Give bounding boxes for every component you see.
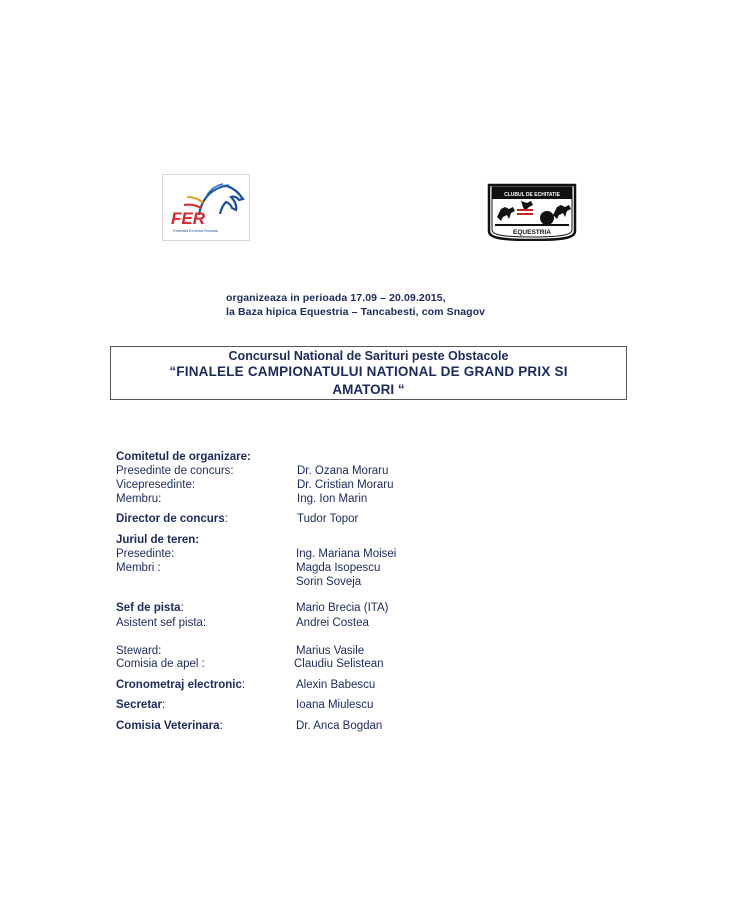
member-label: Membru: — [116, 493, 162, 505]
jury-members-label: Membri : — [116, 562, 161, 574]
director-label: Director de concurs — [116, 513, 225, 525]
equestria-top-text: CLUBUL DE ECHITATIE — [504, 192, 560, 198]
course-designer-value: Mario Brecia (ITA) — [296, 602, 389, 614]
timing-sep: : — [241, 679, 246, 691]
secretary-label: Secretar — [116, 699, 163, 711]
secretary-value: Ioana Miulescu — [296, 699, 374, 711]
fer-logo-subtext: Federatia Ecvestra Romana — [173, 229, 218, 233]
member-value: Ing. Ion Marin — [297, 493, 368, 505]
equestria-logo — [487, 179, 577, 241]
vice-president-label: Vicepresedinte: — [116, 479, 196, 491]
fer-logo — [162, 174, 250, 241]
course-designer-sep: : — [180, 602, 184, 614]
president-value: Dr. Ozana Moraru — [297, 465, 389, 477]
committee-heading: Comitetul de organizare: — [116, 451, 251, 463]
vet-value: Dr. Anca Bogdan — [296, 720, 383, 732]
vet-label: Comisia Veterinara — [116, 720, 220, 732]
vice-president-value: Dr. Cristian Moraru — [297, 479, 394, 491]
fer-logo-text: FER — [171, 209, 205, 228]
secretary-sep: : — [162, 699, 166, 711]
title-line-1: Concursul National de Sarituri peste Obstacole — [228, 349, 509, 363]
intro-location: la Baza hipica Equestria – Tancabesti, com Snagov — [226, 306, 486, 318]
course-assistant-label: Asistent sef pista: — [116, 617, 207, 629]
jury-member-1: Magda Isopescu — [296, 562, 381, 574]
vet-sep: : — [219, 720, 223, 732]
course-designer-label: Sef de pista — [116, 602, 181, 614]
jury-president-label: Presedinte: — [116, 548, 175, 560]
equestria-bottom-text: EQUESTRIA — [513, 229, 551, 236]
appeal-label: Comisia de apel : — [116, 658, 205, 670]
president-label: Presedinte de concurs: — [116, 465, 234, 477]
jury-president-value: Ing. Mariana Moisei — [296, 548, 397, 560]
title-line-3: AMATORI “ — [332, 382, 405, 397]
director-sep: : — [224, 513, 228, 525]
title-line-2: “FINALELE CAMPIONATULUI NATIONAL DE GRAND PRIX SI — [169, 364, 568, 379]
steward-value: Marius Vasile — [296, 645, 365, 657]
timing-label: Cronometraj electronic — [116, 679, 242, 691]
jury-member-2: Sorin Soveja — [296, 576, 362, 588]
jury-heading: Juriul de teren: — [116, 534, 200, 546]
appeal-value: Claudiu Selistean — [294, 658, 384, 670]
timing-value: Alexin Babescu — [296, 679, 376, 691]
title-box — [110, 346, 627, 400]
director-value: Tudor Topor — [297, 513, 359, 525]
course-assistant-value: Andrei Costea — [296, 617, 369, 629]
steward-label: Steward: — [116, 645, 162, 657]
intro-period: organizeaza in perioada 17.09 – 20.09.2015, — [226, 292, 446, 304]
